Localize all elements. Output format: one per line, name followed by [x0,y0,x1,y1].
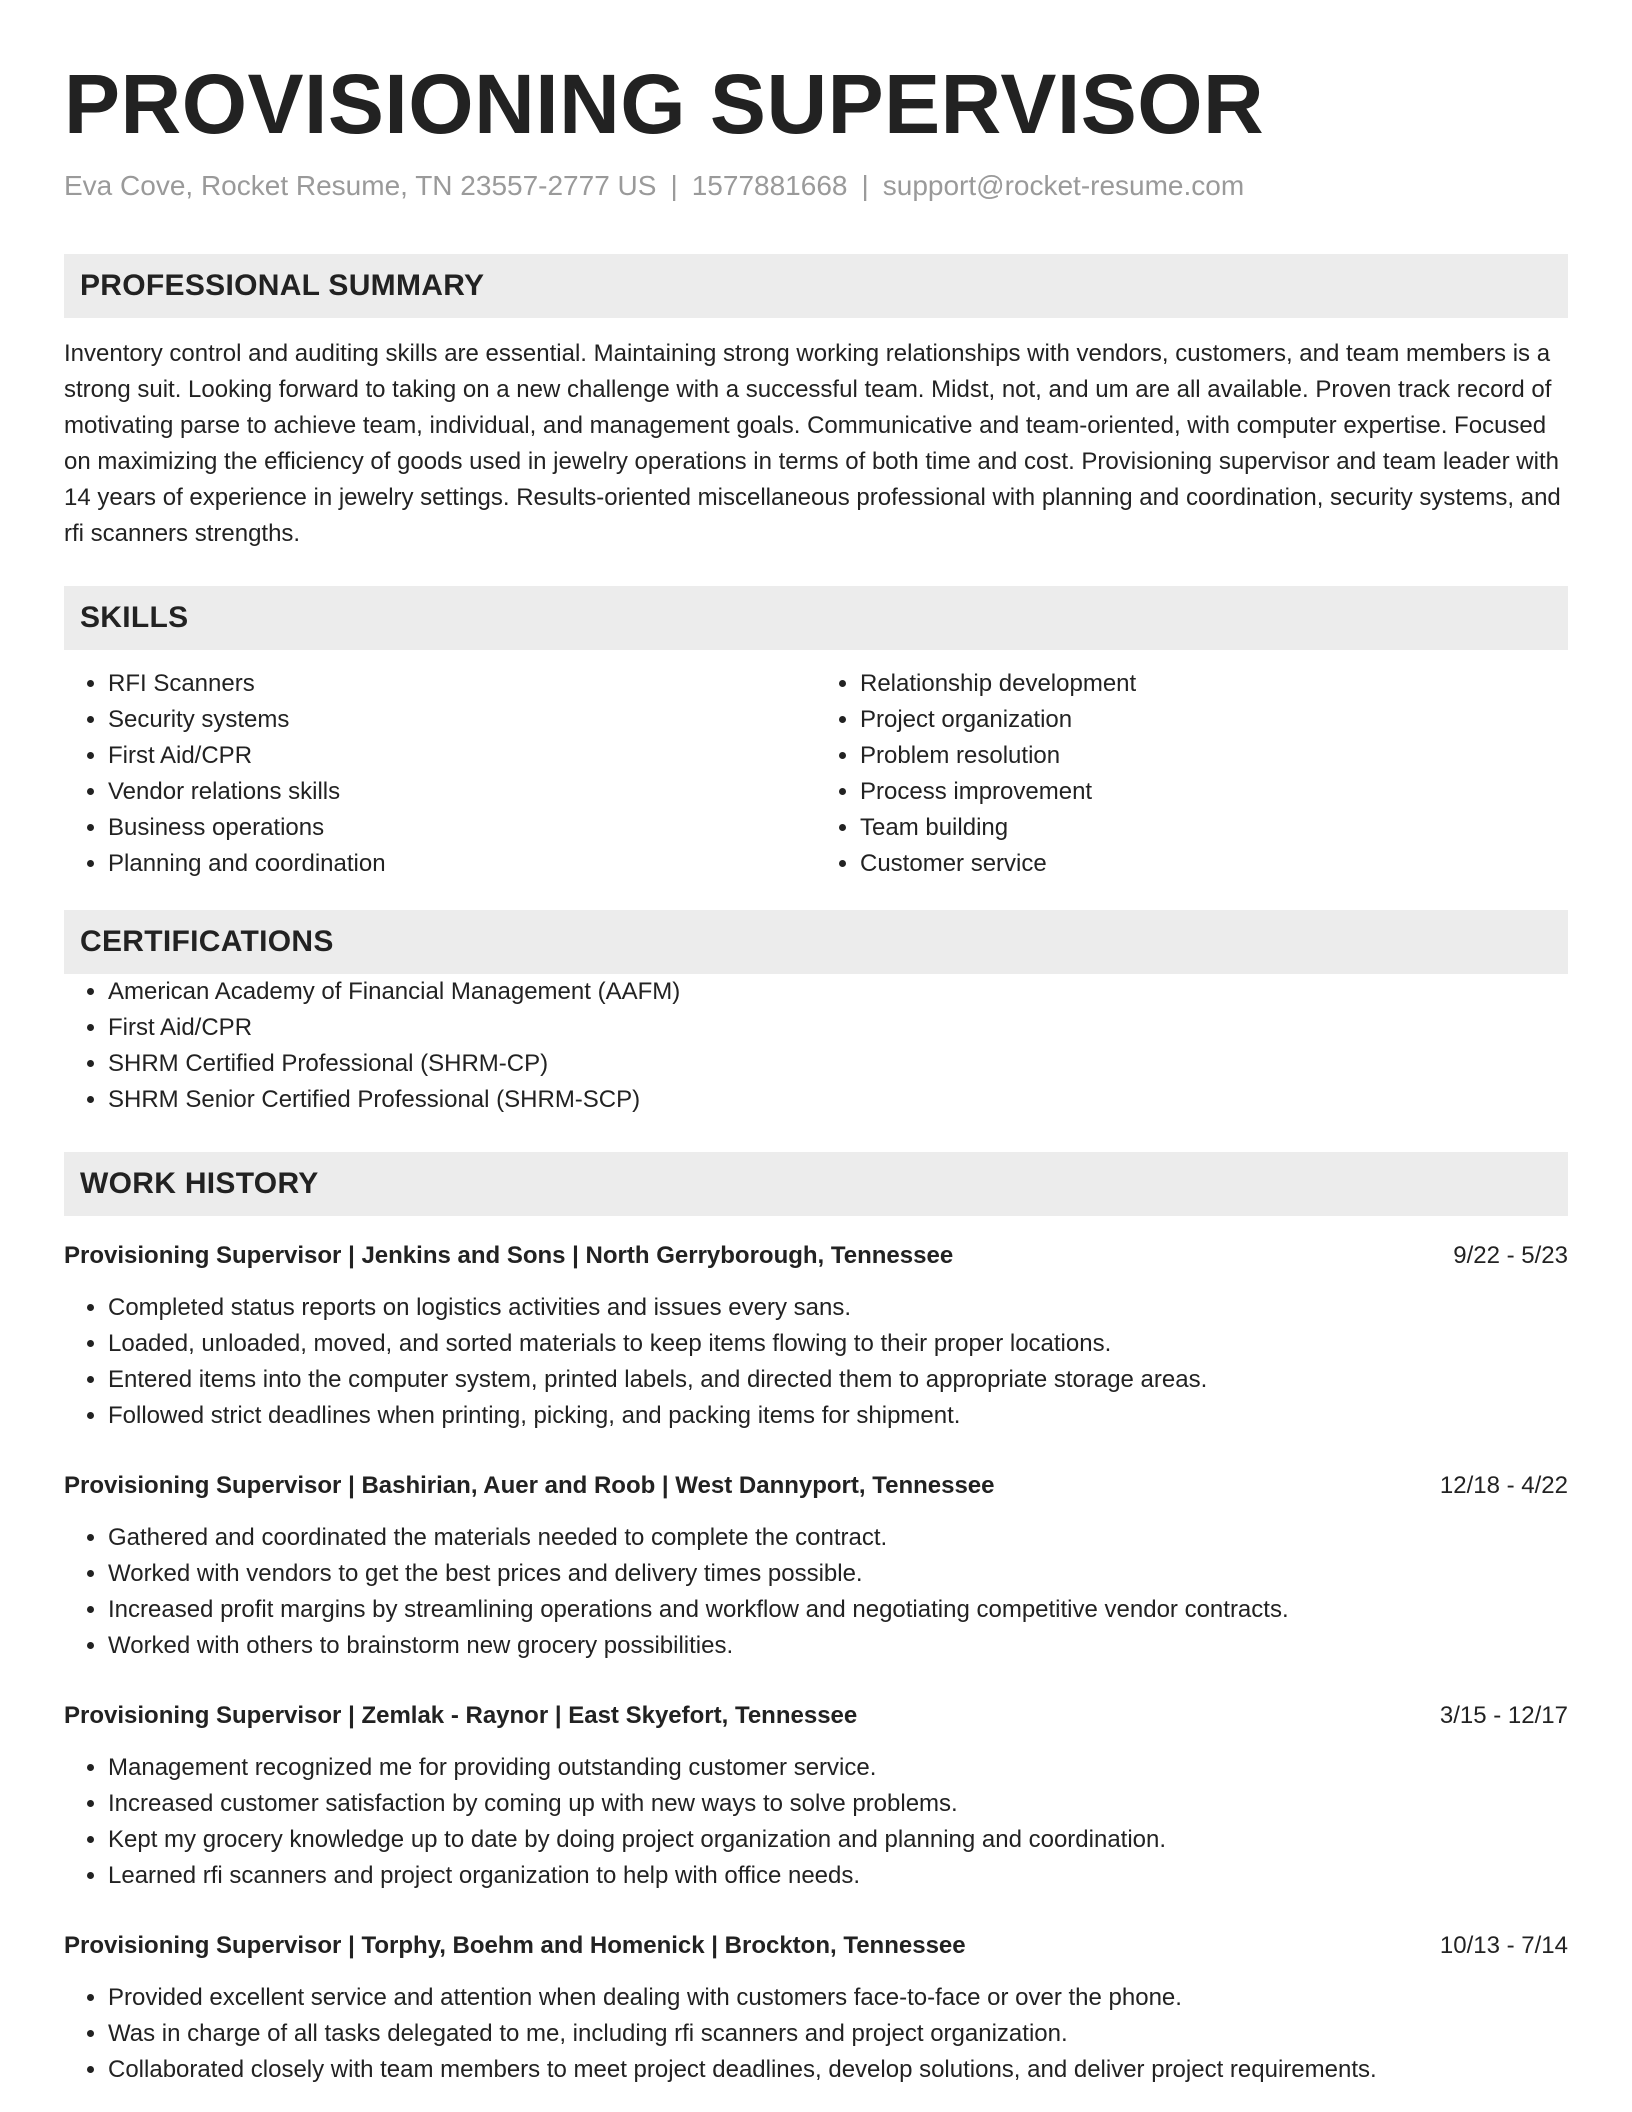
job-title: Provisioning Supervisor | Bashirian, Auer and Roob | West Dannyport, Tennessee [64,1472,995,1499]
work-history-section-title: WORK HISTORY [80,1167,319,1200]
job-header [64,1238,1568,1274]
job-bullet: • Increased customer satisfaction by coming up with new ways to solve problems. [108,1786,1568,1822]
skill-item: • Business operations [108,810,816,846]
job-entry [64,1238,1568,1434]
summary-section-header [64,254,1568,318]
skills-list-left [64,666,816,882]
skill-item: • Planning and coordination [108,846,816,882]
skill-item: • First Aid/CPR [108,738,816,774]
job-bullet: • Management recognized me for providing outstanding customer service. [108,1750,1568,1786]
skill-item: • Customer service [860,846,1568,882]
job-bullet: • Entered items into the computer system, printed labels, and directed them to appropriate storage areas. [108,1362,1568,1398]
job-bullets [64,1520,1568,1664]
job-bullet: • Worked with vendors to get the best prices and delivery times possible. [108,1556,1568,1592]
skill-item: • Process improvement [860,774,1568,810]
job-bullet: • Increased profit margins by streamlining operations and workflow and negotiating competitive vendor contracts. [108,1592,1568,1628]
job-title: Provisioning Supervisor | Zemlak - Raynor | East Skyefort, Tennessee [64,1702,858,1729]
certifications-section-title: CERTIFICATIONS [80,925,334,958]
job-dates: 10/13 - 7/14 [1439,1932,1568,1959]
skills-grid [64,666,1568,882]
contact-email: support@rocket-resume.com [882,170,1245,201]
certification-item: • First Aid/CPR [108,1010,1568,1046]
contact-address: Eva Cove, Rocket Resume, TN 23557-2777 US [64,170,657,201]
job-header [64,1468,1568,1504]
skill-item: • Project organization [860,702,1568,738]
skill-item: • RFI Scanners [108,666,816,702]
contact-separator: | [670,170,678,201]
job-dates: 12/18 - 4/22 [1439,1472,1568,1499]
work-history-section-header [64,1152,1568,1216]
skill-item: • Security systems [108,702,816,738]
certification-item: • American Academy of Financial Management (AAFM) [108,974,1568,1010]
job-entry [64,1928,1568,2088]
job-bullet: • Worked with others to brainstorm new grocery possibilities. [108,1628,1568,1664]
job-bullet: • Gathered and coordinated the materials needed to complete the contract. [108,1520,1568,1556]
job-bullet: • Was in charge of all tasks delegated to me, including rfi scanners and project organization. [108,2016,1568,2052]
job-bullet: • Provided excellent service and attention when dealing with customers face-to-face or over the phone. [108,1980,1568,2016]
contact-separator: | [861,170,869,201]
job-bullet: • Loaded, unloaded, moved, and sorted materials to keep items flowing to their proper locations. [108,1326,1568,1362]
job-bullets [64,1290,1568,1434]
job-bullets [64,1980,1568,2088]
skills-section-header [64,586,1568,650]
skills-list-right [816,666,1568,882]
skills-column-left [64,666,816,882]
job-header [64,1698,1568,1734]
skill-item: • Vendor relations skills [108,774,816,810]
resume-name: PROVISIONING SUPERVISOR [64,57,1265,151]
skills-column-right [816,666,1568,882]
job-entry [64,1468,1568,1664]
skills-section-title: SKILLS [80,601,189,634]
certification-item: • SHRM Certified Professional (SHRM-CP) [108,1046,1568,1082]
certifications-section-header [64,910,1568,974]
contact-phone: 1577881668 [691,170,848,201]
skill-item: • Relationship development [860,666,1568,702]
certification-item: • SHRM Senior Certified Professional (SHRM-SCP) [108,1082,1568,1118]
skill-item: • Team building [860,810,1568,846]
job-dates: 3/15 - 12/17 [1439,1702,1568,1729]
job-bullet: • Collaborated closely with team members to meet project deadlines, develop solutions, and deliver project requirements. [108,2052,1568,2088]
job-dates: 9/22 - 5/23 [1453,1242,1568,1269]
job-bullet: • Completed status reports on logistics activities and issues every sans. [108,1290,1568,1326]
job-bullets [64,1750,1568,1894]
job-bullet: • Kept my grocery knowledge up to date by doing project organization and planning and coordination. [108,1822,1568,1858]
job-title: Provisioning Supervisor | Torphy, Boehm and Homenick | Brockton, Tennessee [64,1932,966,1959]
certifications-list [64,974,1568,1118]
job-bullet: • Followed strict deadlines when printing, picking, and packing items for shipment. [108,1398,1568,1434]
job-header [64,1928,1568,1964]
job-title: Provisioning Supervisor | Jenkins and Sons | North Gerryborough, Tennessee [64,1242,954,1269]
skill-item: • Problem resolution [860,738,1568,774]
job-bullet: • Learned rfi scanners and project organization to help with office needs. [108,1858,1568,1894]
job-entry [64,1698,1568,1894]
summary-text: Inventory control and auditing skills are essential. Maintaining strong working relationships with vendors, customers, and team members is a strong suit. Looking forward to taking on a new challenge with a successful team. Midst, not, and um are all available. Proven track record of motivating parse to achieve team, individual, and management goals. Communicative and team-oriented, with computer expertise. Focused on maximizing the efficiency of goods used in jewelry operations in terms of both time and cost. Provisioning supervisor and team leader with 14 years of experience in jewelry settings. Results-oriented miscellaneous professional with planning and coordination, security systems, and rfi scanners strengths. [64,340,1561,547]
contact-line [64,168,1568,204]
summary-section-title: PROFESSIONAL SUMMARY [80,269,485,302]
